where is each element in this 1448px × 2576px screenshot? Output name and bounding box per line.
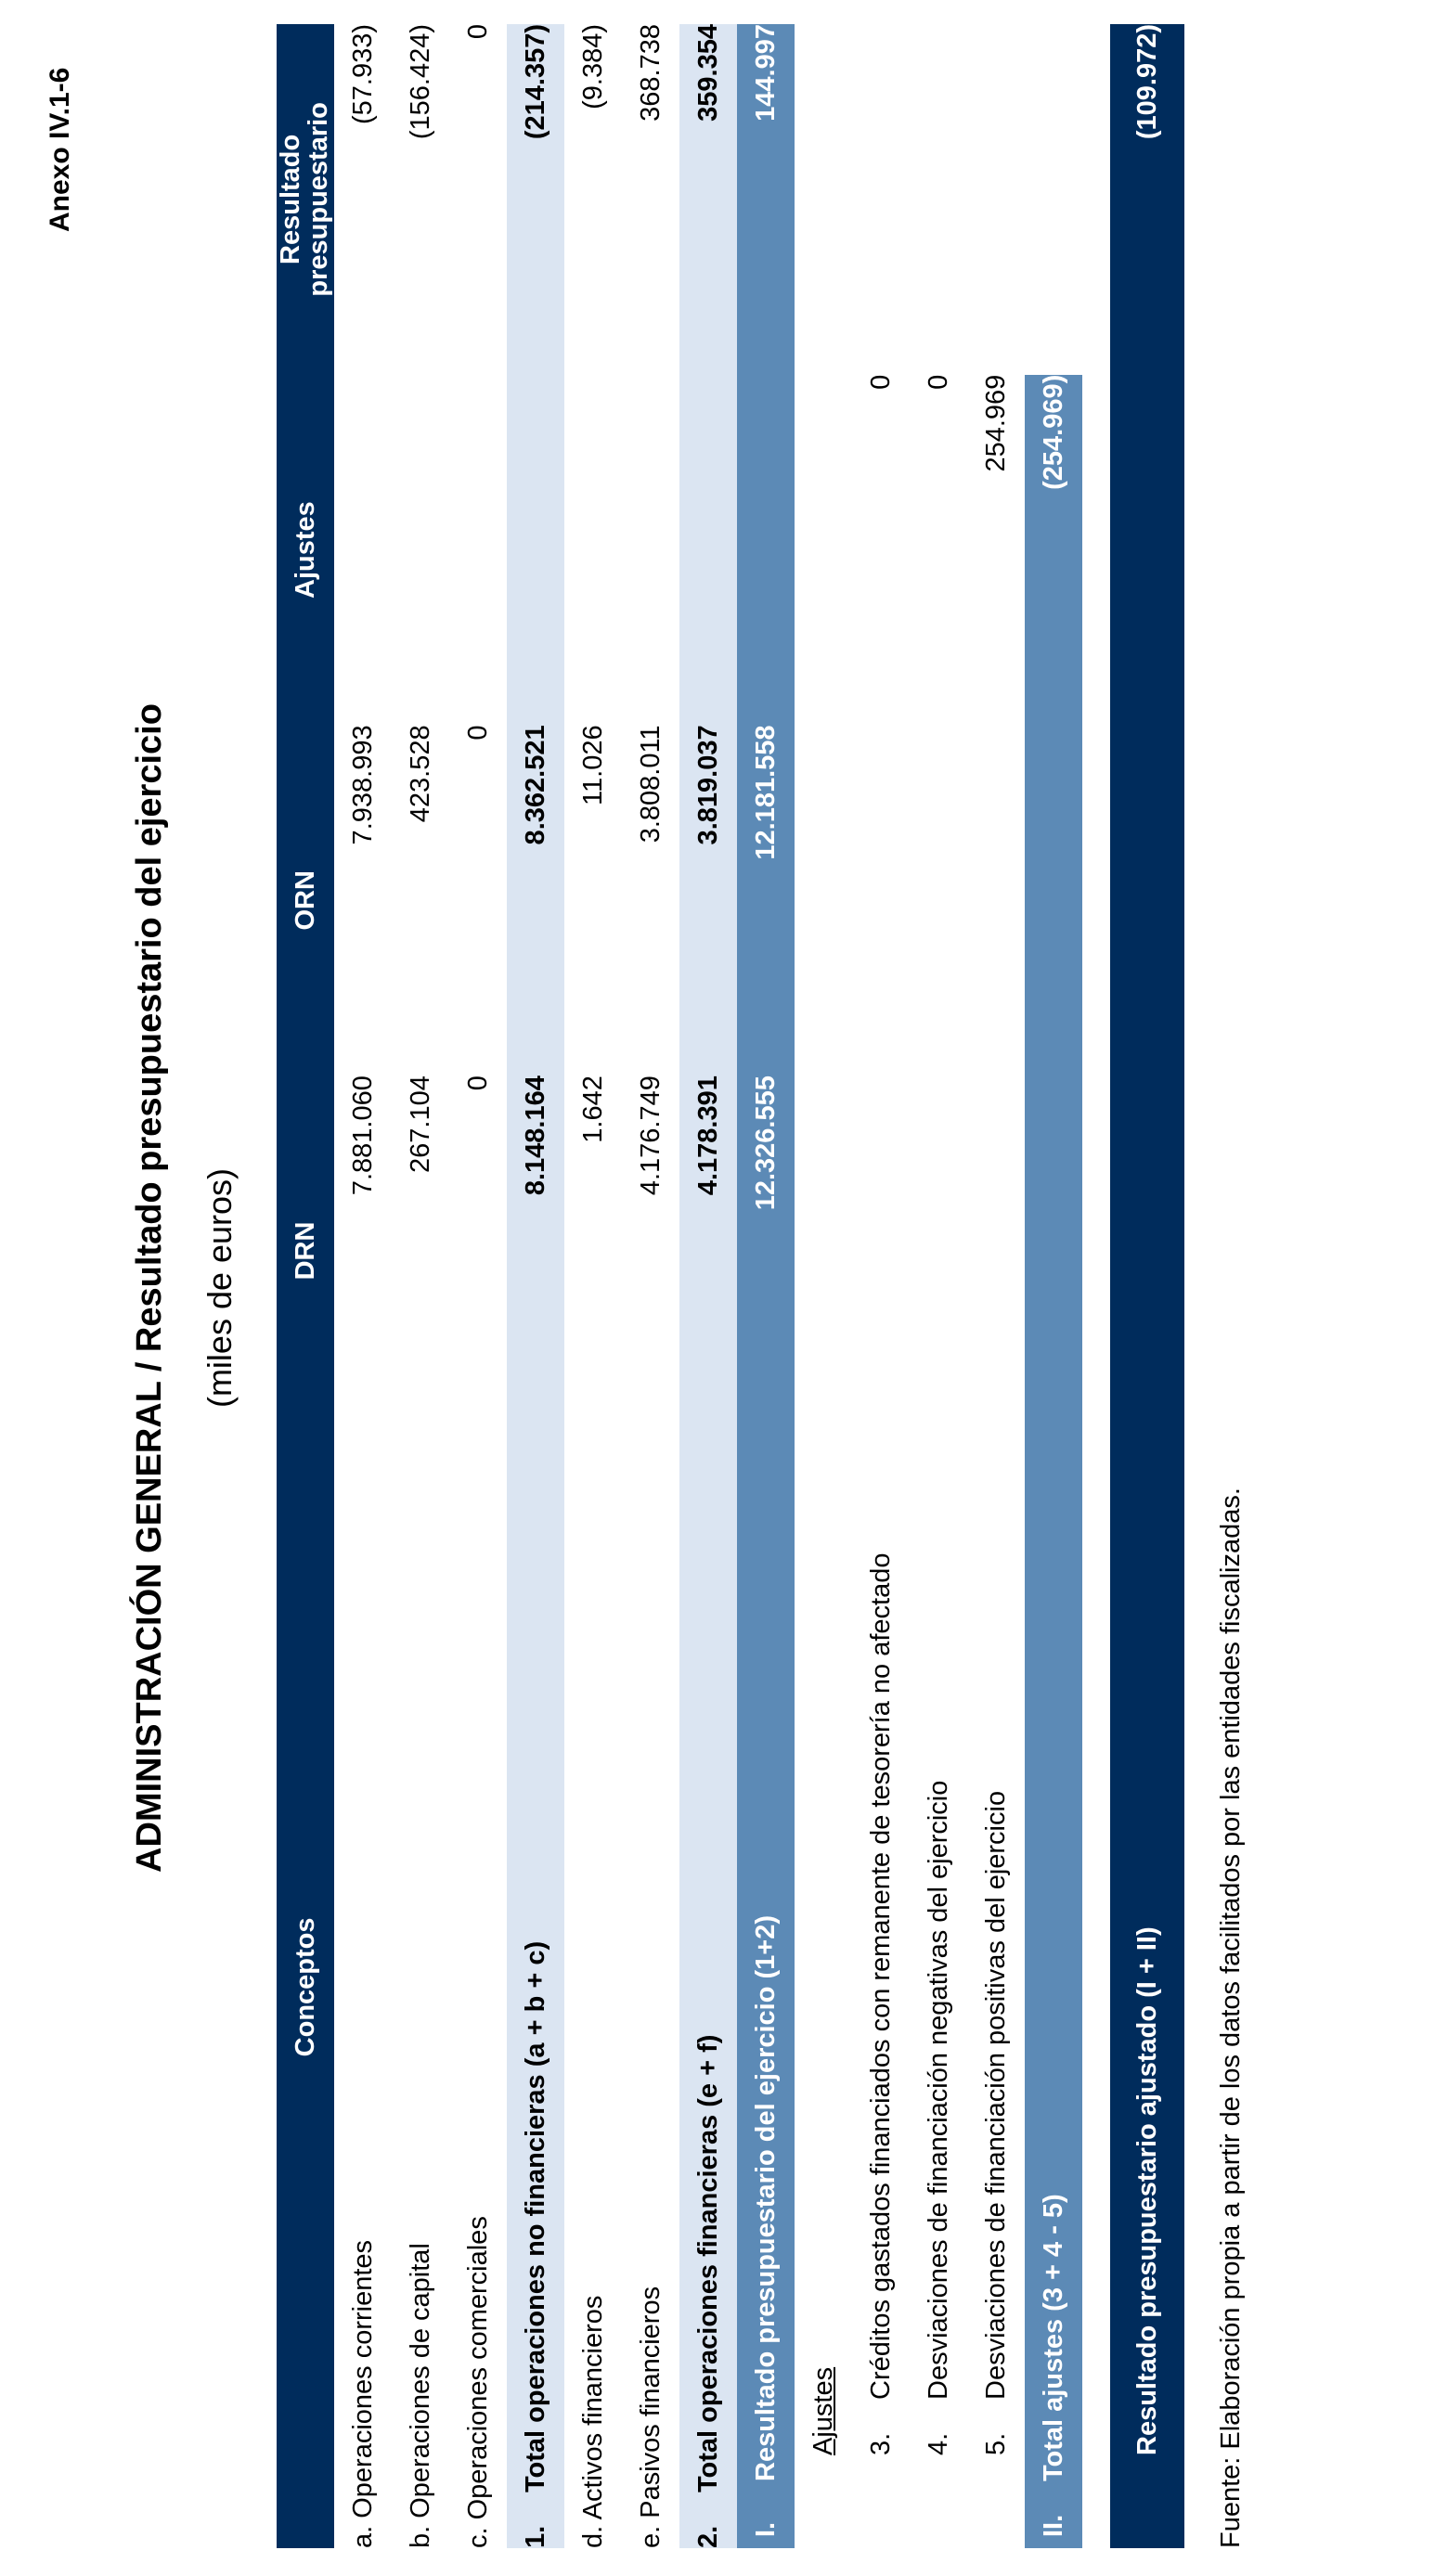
header-ajustes: Ajustes — [277, 375, 334, 726]
row-number: 2. — [692, 2525, 723, 2548]
row-ajustes — [392, 375, 449, 726]
row-label-text: Créditos gastados financiados con remanente de tesorería no afectado — [865, 1552, 896, 2400]
page-subtitle: (miles de euros) — [200, 1167, 239, 1409]
row-ajustes: 0 — [923, 374, 953, 390]
row-number: 5. — [980, 2432, 1011, 2455]
table-row — [622, 24, 679, 2548]
row-label — [852, 1426, 910, 2548]
table-row — [564, 24, 622, 2548]
row-drn: 1.642 — [577, 1075, 608, 1143]
table-row-total — [507, 24, 564, 2548]
header-resultado — [277, 24, 334, 375]
row-number: 1. — [520, 2525, 550, 2548]
row-label — [507, 1426, 564, 2548]
row-drn: 12.326.555 — [737, 1075, 795, 1426]
row-label-text: Total operaciones no financieras (a + b + c) — [520, 1940, 550, 2492]
row-label — [910, 1426, 967, 2548]
header-orn: ORN — [277, 725, 334, 1075]
row-ajustes — [449, 375, 507, 726]
row-orn: 11.026 — [577, 725, 608, 805]
row-label: Resultado presupuestario ajustado (I + II) — [1110, 1426, 1184, 2548]
row-ajustes: 0 — [865, 374, 896, 390]
row-resultado: 359.354 — [679, 24, 737, 375]
table-row — [910, 24, 967, 2548]
row-orn: 12.181.558 — [737, 725, 795, 1075]
row-ajustes — [622, 375, 679, 726]
header-drn: DRN — [277, 1075, 334, 1426]
row-resultado: 368.738 — [635, 24, 666, 122]
row-number: 4. — [923, 2432, 953, 2455]
row-label: b. Operaciones de capital — [405, 2243, 435, 2548]
source-note: Fuente: Elaboración propia a partir de los datos facilitados por las entidades fiscalizadas. — [1216, 1488, 1246, 2548]
table-row — [852, 24, 910, 2548]
row-label: a. Operaciones corrientes — [347, 2239, 378, 2548]
row-resultado: (9.384) — [577, 24, 608, 109]
budget-table — [277, 24, 1184, 2548]
row-orn: 3.819.037 — [679, 725, 737, 1075]
row-ajustes: (254.969) — [1025, 375, 1082, 726]
table-row-subtotal — [737, 24, 795, 2548]
row-label — [967, 1426, 1025, 2548]
table-row-subtotal — [1025, 24, 1082, 2548]
row-orn: 423.528 — [405, 725, 435, 823]
row-label — [1025, 1426, 1082, 2548]
row-number: II. — [1038, 2514, 1068, 2537]
spacer-row — [1082, 24, 1110, 2548]
row-drn: 4.178.391 — [679, 1075, 737, 1426]
row-orn: 3.808.011 — [635, 725, 666, 844]
row-label — [679, 1426, 737, 2548]
row-drn: 7.881.060 — [347, 1075, 378, 1196]
annex-label: Anexo IV.1-6 — [45, 67, 75, 232]
header-concepts: Conceptos — [277, 1426, 334, 2548]
row-number: I. — [750, 2521, 781, 2537]
section-label-text: Ajustes — [808, 2366, 838, 2455]
row-orn: 8.362.521 — [507, 725, 564, 1075]
row-ajustes — [334, 375, 392, 726]
table-header-row — [277, 24, 334, 2548]
row-ajustes — [737, 375, 795, 726]
header-resultado-line1: Resultado — [276, 134, 305, 264]
table-row — [392, 24, 449, 2548]
row-resultado: (57.933) — [347, 24, 378, 125]
table-row — [449, 24, 507, 2548]
row-drn: 0 — [462, 1075, 493, 1091]
row-drn: 8.148.164 — [507, 1075, 564, 1426]
table-row-final — [1110, 24, 1184, 2548]
table-row — [334, 24, 392, 2548]
row-label: e. Pasivos financieros — [635, 2286, 666, 2548]
row-ajustes — [507, 375, 564, 726]
row-drn: 4.176.749 — [635, 1075, 666, 1196]
row-number: 3. — [865, 2432, 896, 2455]
row-resultado: (156.424) — [405, 24, 435, 140]
table-row-section — [795, 24, 852, 2548]
row-label: d. Activos financieros — [577, 2295, 608, 2548]
table-row-total — [679, 24, 737, 2548]
row-label-text: Total operaciones financieras (e + f) — [692, 2034, 723, 2492]
row-resultado: (109.972) — [1110, 24, 1184, 375]
header-resultado-line2: presupuestario — [304, 102, 333, 297]
row-resultado: (214.357) — [507, 24, 564, 375]
row-ajustes — [564, 375, 622, 726]
row-resultado: 144.997 — [737, 24, 795, 375]
row-ajustes: 254.969 — [980, 374, 1011, 472]
section-label — [795, 1426, 852, 2548]
row-resultado: 0 — [462, 24, 493, 40]
row-orn: 0 — [462, 725, 493, 741]
row-drn: 267.104 — [405, 1075, 435, 1173]
row-orn: 7.938.993 — [347, 725, 378, 845]
row-ajustes — [679, 375, 737, 726]
row-label-text: Desviaciones de financiación positivas del ejercicio — [980, 1790, 1011, 2400]
page-title: ADMINISTRACIÓN GENERAL / Resultado presupuestario del ejercicio — [130, 703, 169, 1873]
row-label-text: Resultado presupuestario del ejercicio (1+2) — [750, 1914, 781, 2481]
row-label: c. Operaciones comerciales — [462, 2216, 493, 2548]
row-label-text: Total ajustes (3 + 4 - 5) — [1038, 2194, 1068, 2481]
table-row — [967, 24, 1025, 2548]
row-label — [737, 1426, 795, 2548]
row-label-text: Desviaciones de financiación negativas del ejercicio — [923, 1780, 953, 2400]
